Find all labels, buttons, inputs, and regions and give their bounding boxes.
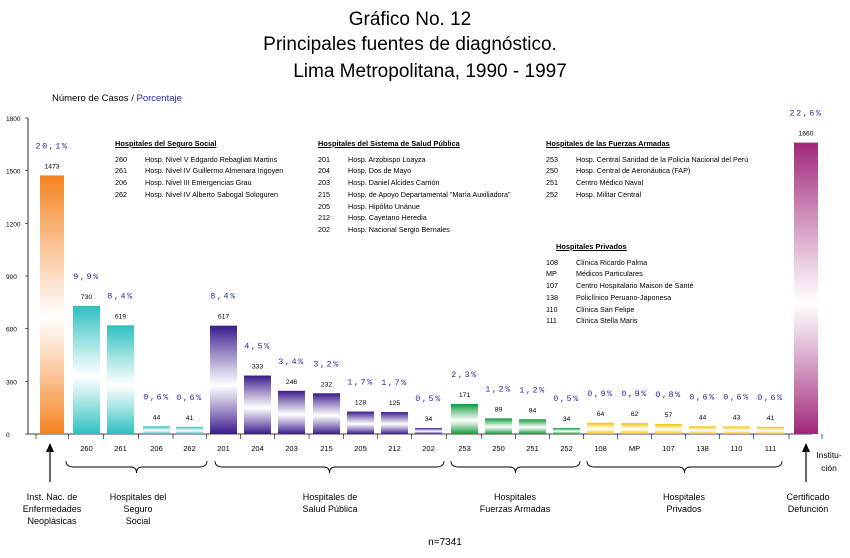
bar-percentage-label: 0,6% <box>689 392 716 403</box>
bar-value-label: 34 <box>562 416 571 424</box>
x-tick-label: 111 <box>764 444 777 453</box>
x-tick-label: 250 <box>492 444 505 453</box>
legend-item-name: Centro Médico Naval <box>576 178 644 188</box>
legend-item-code: 204 <box>318 166 330 176</box>
legend-fuerzas-armadas <box>546 138 748 201</box>
group-label: Certificado <box>786 492 830 502</box>
bar-percentage-label: 8,4% <box>107 291 134 302</box>
x-tick-label: 212 <box>388 444 401 453</box>
legend-item <box>115 165 283 177</box>
bar-percentage-label: 0,9% <box>587 388 614 399</box>
legend-item <box>115 177 283 189</box>
legend-item <box>546 177 748 189</box>
legend-item-code: 205 <box>318 201 330 211</box>
x-axis-end-label: Institu- <box>816 450 842 460</box>
bar-percentage-label: 0,6% <box>143 392 170 403</box>
group-label: Salud Pública <box>302 504 358 514</box>
legend-item-code: 253 <box>546 154 558 164</box>
legend-item-name: Hosp. Nivel V Edgardo Rebagliati Martins <box>145 154 278 164</box>
y-tick-label: 1200 <box>6 221 21 229</box>
bar-percentage-label: 3,4% <box>278 356 305 367</box>
bar-percentage-label: 1,2% <box>485 384 512 395</box>
bar-percentage-label: 0,6% <box>723 392 750 403</box>
bar <box>244 376 271 434</box>
y-tick-label: 900 <box>6 274 17 281</box>
bar-value-label: 617 <box>217 313 230 321</box>
legend-heading: Hospitales de las Fuerzas Armadas <box>546 139 670 148</box>
bar-percentage-label: 0,6% <box>176 392 203 403</box>
legend-item-name: Hosp. Central Sanidad de la Policía Nacional del Perú <box>576 154 749 164</box>
legend-item-code: 202 <box>318 224 330 234</box>
y-tick-label: 1500 <box>6 168 21 176</box>
legend-item-code: 203 <box>318 178 330 188</box>
legend-item-name: Hosp. Nivel IV Guillermo Almenara Irigoyen <box>145 166 284 176</box>
chart-title-line3: Lima Metropolitana, 1990 - 1997 <box>293 61 567 82</box>
legend-item-code: 250 <box>546 166 558 176</box>
x-tick-label: 251 <box>526 444 539 453</box>
bar <box>347 412 374 434</box>
bracket-salud-publica <box>215 461 444 473</box>
bar <box>176 427 203 434</box>
bar <box>655 424 682 434</box>
legend-item-code: 212 <box>318 213 330 223</box>
x-tick-label: 262 <box>183 444 196 453</box>
bar-value-label: 128 <box>354 399 367 407</box>
legend-item-code: MP <box>546 269 557 279</box>
bar <box>73 306 100 434</box>
legend-item-code: 260 <box>115 154 127 164</box>
legend-item-name: Hosp. Militar Central <box>576 189 642 199</box>
legend-item-name: Hosp. Dos de Mayo <box>348 166 412 176</box>
bar-percentage-label: 0,5% <box>553 394 580 405</box>
bracket-privados <box>587 461 782 473</box>
bar-value-label: 44 <box>152 414 161 422</box>
bar <box>794 143 818 434</box>
legend-privados <box>546 241 693 327</box>
bar-value-label: 1473 <box>44 163 60 171</box>
legend-item-name: Hosp. de Apoyo Departamental "María Auxiliadora" <box>348 189 511 199</box>
bar-percentage-label: 0,6% <box>757 392 784 403</box>
legend-item <box>318 177 511 189</box>
legend-item-code: 206 <box>115 178 127 188</box>
bracket-fuerzas-armadas <box>451 461 580 473</box>
group-label: Hospitales del <box>109 492 167 502</box>
bar-percentage-label: 20,1% <box>35 141 69 152</box>
legend-item <box>318 189 511 201</box>
bar-value-label: 246 <box>285 378 298 386</box>
legend-item <box>115 154 283 166</box>
x-tick-label: 204 <box>251 444 264 453</box>
x-tick-label: MP <box>628 444 641 453</box>
legend-item <box>115 189 283 201</box>
y-tick-label: 300 <box>6 379 17 387</box>
legend-item <box>318 154 511 166</box>
legend-item <box>546 154 748 166</box>
bar <box>689 426 716 434</box>
bar-value-label: 125 <box>388 400 401 408</box>
bar-percentage-label: 1,2% <box>519 385 546 396</box>
legend-item-code: 252 <box>546 189 558 199</box>
legend-heading: Hospitales del Seguro Social <box>115 139 217 148</box>
bar <box>621 423 648 434</box>
bar-value-label: 619 <box>114 313 127 321</box>
legend-item <box>318 224 511 236</box>
legend-heading: Hospitales Privados <box>556 242 627 251</box>
bar-value-label: 62 <box>630 411 639 419</box>
chart-title-line1: Gráfico No. 12 <box>348 9 472 30</box>
group-label: Hospitales <box>662 492 706 502</box>
legend-item-code: 215 <box>318 189 330 199</box>
arrow-inen-head <box>46 443 54 452</box>
legend-item <box>546 304 693 316</box>
bar <box>415 428 442 434</box>
chart-title-line2: Principales fuentes de diagnóstico. <box>263 34 557 55</box>
legend-item-name: Hosp. Nivel IV Alberto Sabogal Sologuren <box>145 189 279 199</box>
group-label: Privados <box>666 504 702 514</box>
x-tick-label: 108 <box>594 444 607 453</box>
bar-value-label: 84 <box>528 407 537 415</box>
legend-item-code: 111 <box>546 316 557 326</box>
legend-item-name: Clínica Ricardo Palma <box>576 257 648 267</box>
bar <box>107 325 134 434</box>
x-tick-label: 202 <box>422 444 435 453</box>
bar <box>143 426 170 434</box>
legend-item <box>318 201 511 213</box>
legend-item-code: 262 <box>115 189 127 199</box>
group-label: Social <box>125 516 151 526</box>
bar-value-label: 34 <box>424 416 433 424</box>
bar <box>485 418 512 434</box>
legend-item-code: 261 <box>115 166 127 176</box>
legend-item-code: 201 <box>318 154 330 164</box>
bar <box>210 326 237 434</box>
x-tick-label: 252 <box>560 444 573 453</box>
group-label: Neoplásicas <box>27 516 77 526</box>
bar-percentage-label: 1,7% <box>381 378 408 389</box>
bar <box>587 423 614 434</box>
bar-value-label: 730 <box>80 293 93 301</box>
bar-percentage-label: 2,3% <box>451 369 478 380</box>
bar-percentage-label: 9,9% <box>73 271 100 282</box>
x-tick-label: 206 <box>150 444 163 453</box>
group-label: Enfermedades <box>22 504 82 514</box>
bar <box>757 427 784 434</box>
bar <box>313 393 340 434</box>
x-tick-label: 205 <box>354 444 367 453</box>
legend-salud-publica <box>318 138 511 236</box>
legend-item-code: 251 <box>546 178 558 188</box>
bar <box>519 419 546 434</box>
legend-item-name: Policlínico Peruano-Japonesa <box>576 292 672 302</box>
legend-item <box>546 165 748 177</box>
legend-item-code: 107 <box>546 281 558 291</box>
y-tick-label: 0 <box>6 432 10 439</box>
bar <box>723 426 750 434</box>
bar <box>278 391 305 434</box>
legend-item <box>546 315 693 327</box>
legend-item <box>546 189 748 201</box>
bar-percentage-label: 3,2% <box>313 359 340 370</box>
group-label: Seguro <box>123 504 153 514</box>
bar-value-label: 171 <box>458 391 471 399</box>
legend-item-code: 108 <box>546 257 558 267</box>
bar-percentage-label: 0,8% <box>655 389 682 400</box>
bar-value-label: 41 <box>766 414 775 422</box>
group-label: Inst. Nac. de <box>26 492 78 502</box>
x-tick-label: 203 <box>285 444 298 453</box>
y-axis-label-sep: / <box>128 93 137 104</box>
group-label: Hospitales <box>493 492 537 502</box>
legend-item <box>546 280 693 292</box>
x-tick-label: 260 <box>80 444 93 453</box>
bar-value-label: 64 <box>596 410 605 418</box>
bar <box>381 412 408 434</box>
bar-value-label: 57 <box>664 411 673 419</box>
x-tick-label: 201 <box>217 444 230 453</box>
bar-value-label: 232 <box>320 381 333 389</box>
legend-item <box>546 268 693 280</box>
bar <box>40 175 64 434</box>
y-axis-label-pct: Porcentaje <box>136 93 182 104</box>
group-label: Fuerzas Armadas <box>479 504 551 514</box>
legend-item-name: Hosp. Cayetano Heredia <box>348 213 427 223</box>
legend-item-name: Hosp. Daniel Alcides Carrión <box>348 178 440 188</box>
bar-value-label: 41 <box>185 414 194 422</box>
y-tick-label: 1800 <box>6 116 21 123</box>
group-label: Defunción <box>787 504 829 514</box>
legend-item-name: Hosp. Hipólito Unánue <box>348 201 420 211</box>
legend-seguro-social <box>115 138 283 201</box>
x-tick-label: 107 <box>662 444 675 453</box>
legend-item-code: 110 <box>546 304 558 314</box>
bar-percentage-label: 22,6% <box>789 108 823 119</box>
legend-item-name: Hosp. Arzobispo Loayza <box>348 154 426 164</box>
group-label: Hospitales de <box>302 492 358 502</box>
bar-value-label: 1660 <box>798 130 814 138</box>
y-axis-label-cases: Número de Casos <box>52 93 129 104</box>
x-tick-label: 215 <box>320 444 333 453</box>
bar-value-label: 44 <box>698 414 707 422</box>
bar-percentage-label: 8,4% <box>210 291 237 302</box>
legend-item-name: Hosp. Central de Aeronáutica (FAP) <box>576 166 691 176</box>
bar-percentage-label: 0,5% <box>415 394 442 405</box>
legend-item-name: Clínica Stella Maris <box>576 316 638 326</box>
bar-value-label: 43 <box>732 414 741 422</box>
legend-item-code: 138 <box>546 292 558 302</box>
bar <box>553 428 580 434</box>
legend-item <box>318 212 511 224</box>
legend-item-name: Médicos Particulares <box>576 269 643 279</box>
bar-percentage-label: 4,5% <box>244 341 271 352</box>
bar-percentage-label: 1,7% <box>347 377 374 388</box>
x-tick-label: 138 <box>696 444 709 453</box>
legend-item-name: Hosp. Nivel III Emergencias Grau <box>145 178 252 188</box>
legend-item-name: Clínica San Felipe <box>576 304 635 314</box>
bar <box>451 404 478 434</box>
legend-item-name: Hosp. Nacional Sergio Bernales <box>348 224 450 234</box>
legend-item <box>546 257 693 269</box>
legend-item <box>546 292 693 304</box>
bar-value-label: 89 <box>494 406 503 414</box>
bracket-seguro-social <box>66 461 207 473</box>
x-axis-end-label: ción <box>821 463 837 473</box>
x-tick-label: 110 <box>730 444 743 453</box>
y-tick-label: 600 <box>6 326 17 334</box>
x-tick-label: 253 <box>458 444 471 453</box>
legend-item <box>318 165 511 177</box>
legend-heading: Hospitales del Sistema de Salud Pública <box>318 139 460 148</box>
sample-size-note: n=7341 <box>428 537 462 548</box>
x-tick-label: 261 <box>114 444 127 453</box>
bar-value-label: 333 <box>251 363 264 371</box>
bar-percentage-label: 0,9% <box>621 389 648 400</box>
arrow-certificado-head <box>802 443 810 452</box>
legend-item-name: Centro Hospitalario Maison de Santé <box>576 281 694 291</box>
